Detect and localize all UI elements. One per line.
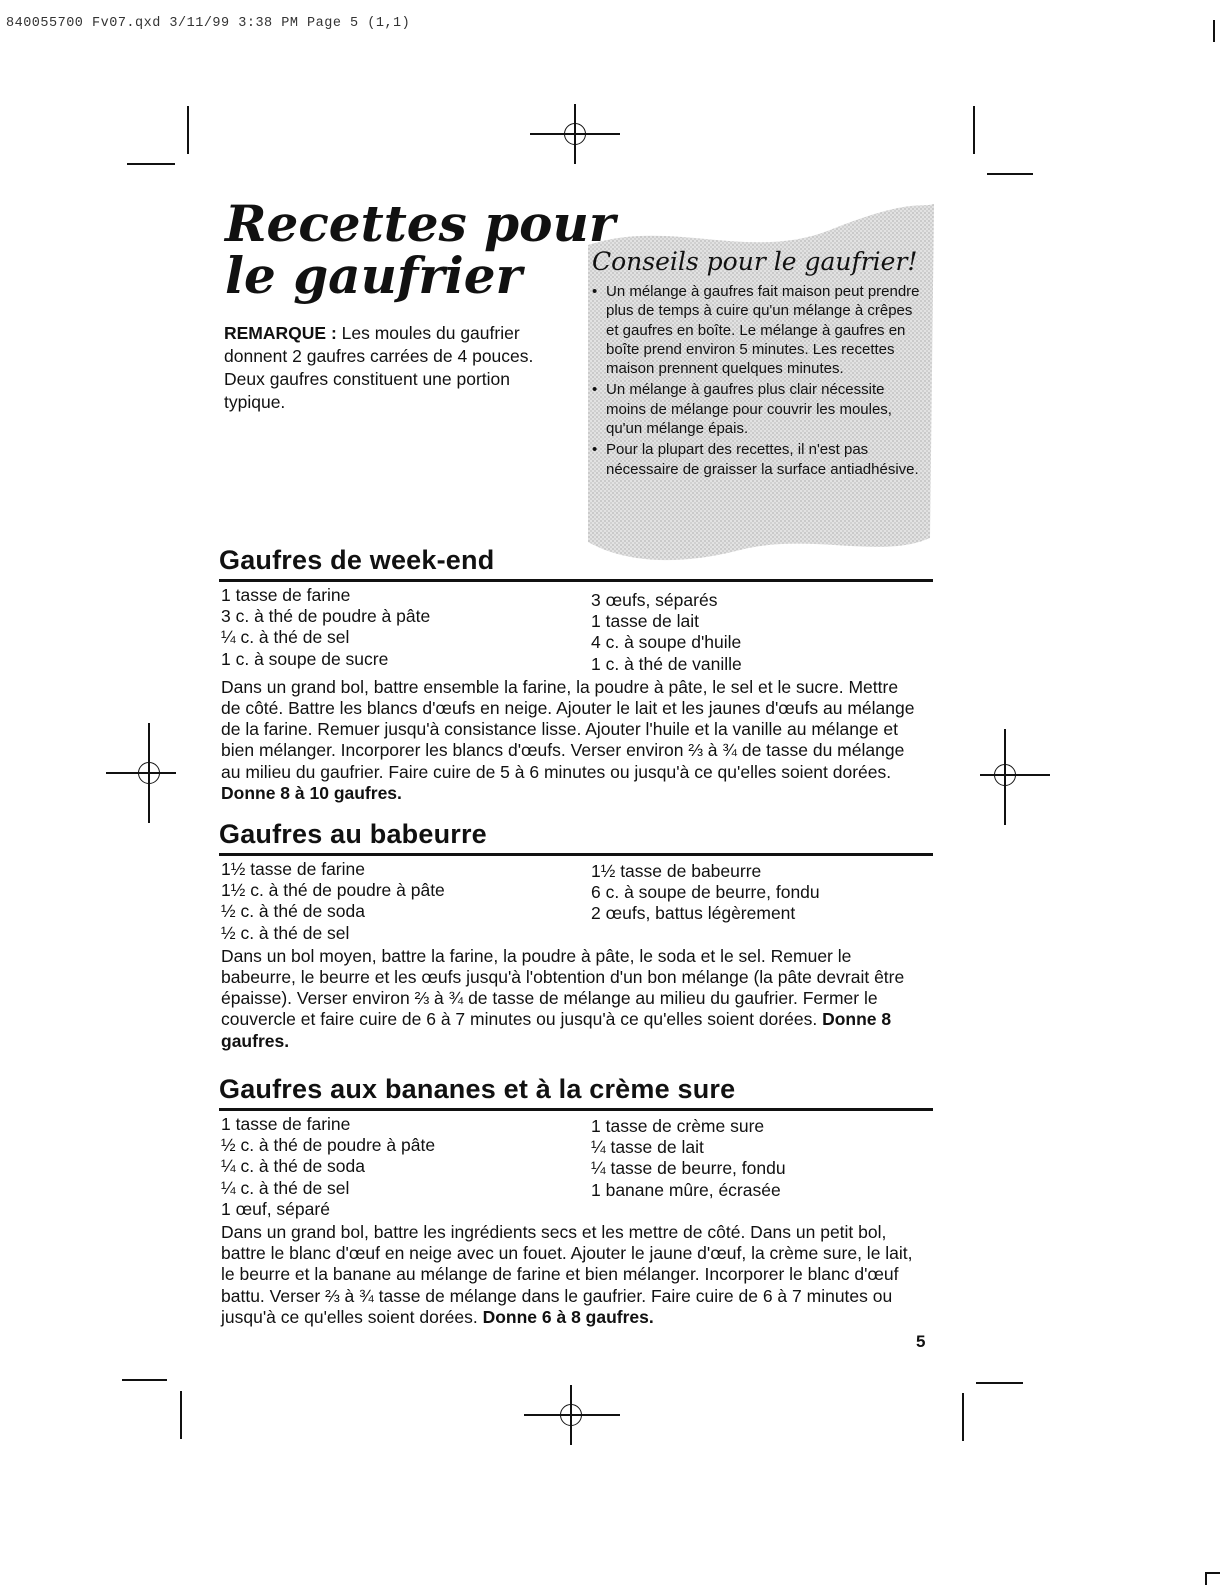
crop-mark-br-v bbox=[962, 1393, 964, 1441]
ingredient-item: 1 tasse de crème sure bbox=[591, 1116, 765, 1136]
crop-mark-corner-v bbox=[1213, 20, 1215, 42]
recipe-method: Dans un grand bol, battre les ingrédients secs et les mettre de côté. Dans un petit bol, battre le blanc d'œuf en neige avec un fouet. Ajouter le jaune d'œuf, la crème sure, le lait, le beurre et la banane au mélange de farine et bien mélanger. Incorporer le blanc d'œuf battu. Verser ⅔ à ¾ tasse de mélange dans le gaufrier. Faire cuire de 6 à 7 minutes ou jusqu'à ce qu'elles soient dorées. Donne 6 à 8 gaufres. bbox=[221, 1222, 913, 1327]
ingredient-item: ¼ c. à thé de sel bbox=[221, 1177, 350, 1198]
crop-mark-corner-h bbox=[1205, 1572, 1220, 1574]
crop-mark-tr-h bbox=[987, 173, 1033, 175]
crop-mark-tr-v bbox=[973, 106, 975, 154]
ingredient-item: ½ c. à thé de soda bbox=[221, 901, 365, 922]
recipe-buttermilk-waffles bbox=[219, 818, 933, 1052]
ingredient-item: ¼ c. à thé de soda bbox=[221, 1156, 365, 1177]
registration-mark-top bbox=[530, 104, 620, 164]
ingredient-item: 1½ tasse de babeurre bbox=[591, 861, 762, 881]
crop-mark-bl-h bbox=[122, 1379, 167, 1381]
ingredient-item: ½ c. à thé de poudre à pâte bbox=[221, 1135, 436, 1156]
recipe-banana-sour-cream-waffles bbox=[219, 1073, 933, 1328]
remark-label: REMARQUE : bbox=[224, 323, 337, 343]
registration-mark-right bbox=[980, 745, 1050, 805]
ingredient-item: ½ c. à thé de sel bbox=[221, 922, 350, 943]
tip-item: • Un mélange à gaufres fait maison peut prendre plus de temps à cuire qu'un mélange à crêpes et gaufres en boîte. Le mélange à gaufres en boîte prend environ 5 minutes. Les recettes maison prennent quelques minutes. bbox=[592, 283, 920, 378]
ingredients-left bbox=[219, 859, 591, 944]
crop-mark-br-h bbox=[976, 1382, 1023, 1384]
ingredient-item: 1 tasse de lait bbox=[591, 611, 699, 632]
registration-mark-bottom bbox=[524, 1385, 620, 1445]
ingredients-right bbox=[591, 859, 931, 944]
page-title bbox=[225, 194, 616, 305]
recipe-yield: Donne 8 gaufres. bbox=[221, 1009, 892, 1051]
tips-title: Conseils pour le gaufrier! bbox=[592, 247, 918, 276]
recipe-weekend-waffles bbox=[219, 544, 933, 804]
ingredient-item: 3 c. à thé de poudre à pâte bbox=[221, 606, 431, 627]
ingredient-item: 1½ c. à thé de poudre à pâte bbox=[221, 880, 445, 901]
ingredient-item: ¼ c. à thé de sel bbox=[221, 627, 350, 648]
remark-note bbox=[224, 322, 554, 414]
ingredient-item: 2 œufs, battus légèrement bbox=[591, 903, 796, 924]
tip-item: • Un mélange à gaufres plus clair nécessite moins de mélange pour couvrir les moules, qu'un mélange épais. bbox=[592, 381, 892, 438]
crop-mark-corner-v2 bbox=[1205, 1572, 1207, 1585]
ingredients-right bbox=[591, 585, 931, 675]
ingredient-item: 1 c. à soupe de sucre bbox=[221, 648, 389, 669]
crop-mark-tl-v bbox=[187, 106, 189, 154]
recipe-divider bbox=[219, 1108, 933, 1111]
ingredient-item: 1 œuf, séparé bbox=[221, 1198, 330, 1219]
ingredients-left bbox=[219, 585, 591, 675]
tips-box bbox=[580, 200, 936, 570]
recipe-yield: Donne 6 à 8 gaufres. bbox=[482, 1306, 654, 1327]
tips-list bbox=[592, 282, 928, 479]
ingredients-left bbox=[219, 1114, 591, 1220]
recipe-divider bbox=[219, 579, 933, 582]
page-title-line2: le gaufrier bbox=[225, 246, 522, 305]
ingredient-item: 1 tasse de farine bbox=[221, 585, 351, 605]
ingredients bbox=[219, 1114, 933, 1220]
recipe-title: Gaufres au babeurre bbox=[219, 819, 487, 849]
ingredient-item: 1½ tasse de farine bbox=[221, 859, 365, 879]
page-number: 5 bbox=[916, 1332, 926, 1351]
recipe-method: Dans un bol moyen, battre la farine, la poudre à pâte, le soda et le sel. Remuer le babeurre, le beurre et les œufs jusqu'à l'obtention d'un bon mélange (la pâte devrait être épaisse). Verser environ ⅔ à ¾ de tasse de mélange au milieu du gaufrier. Fermer le couvercle et faire cuire de 6 à 7 minutes ou jusqu'à ce qu'elles soient dorées. Donne 8 gaufres. bbox=[221, 945, 905, 1051]
remark-text: Les moules du gaufrier donnent 2 gaufres carrées de 4 pouces. Deux gaufres constituent une portion typique. bbox=[224, 323, 534, 412]
bullet-icon: • bbox=[592, 381, 598, 399]
crop-mark-bl-v bbox=[180, 1391, 182, 1439]
page-title-line1: Recettes pour bbox=[225, 194, 616, 253]
recipe-title: Gaufres aux bananes et à la crème sure bbox=[219, 1074, 736, 1104]
crop-mark-tl-h bbox=[127, 163, 175, 165]
bullet-icon: • bbox=[592, 283, 598, 300]
ingredients-right bbox=[591, 1114, 931, 1220]
tips-content bbox=[592, 248, 928, 481]
ingredient-item: 4 c. à soupe d'huile bbox=[591, 632, 742, 653]
ingredient-item: 1 tasse de farine bbox=[221, 1114, 351, 1134]
ingredient-item: 3 œufs, séparés bbox=[591, 590, 718, 610]
ingredient-item: 1 c. à thé de vanille bbox=[591, 653, 742, 674]
ingredient-item: 1 banane mûre, écrasée bbox=[591, 1179, 781, 1200]
tip-item: • Pour la plupart des recettes, il n'est pas nécessaire de graisser la surface antiadhésive. bbox=[592, 441, 919, 478]
ingredient-item: 6 c. à soupe de beurre, fondu bbox=[591, 882, 820, 903]
recipe-method: Dans un grand bol, battre ensemble la farine, la poudre à pâte, le sel et le sucre. Mettre de côté. Battre les blancs d'œufs en neige. Ajouter le lait et les jaunes d'œufs au mélange de la farine. Remuer jusqu'à consistance lisse. Ajouter l'huile et la vanille au mélange et bien mélanger. Incorporer les blancs d'œufs. Verser environ ⅔ à ¾ de tasse du mélange au milieu du gaufrier. Faire cuire de 5 à 6 minutes ou jusqu'à ce qu'elles soient dorées. Donne 8 à 10 gaufres. bbox=[221, 676, 915, 803]
ingredients bbox=[219, 585, 933, 675]
ingredients bbox=[219, 859, 933, 944]
recipe-yield: Donne 8 à 10 gaufres. bbox=[221, 782, 402, 803]
bullet-icon: • bbox=[592, 441, 598, 459]
registration-mark-left bbox=[106, 743, 176, 803]
recipe-divider bbox=[219, 853, 933, 856]
print-slug: 840055700 Fv07.qxd 3/11/99 3:38 PM Page 5 (1,1) bbox=[6, 16, 411, 31]
ingredient-item: ¼ tasse de lait bbox=[591, 1137, 704, 1158]
recipe-title: Gaufres de week-end bbox=[219, 545, 495, 575]
ingredient-item: ¼ tasse de beurre, fondu bbox=[591, 1158, 786, 1179]
